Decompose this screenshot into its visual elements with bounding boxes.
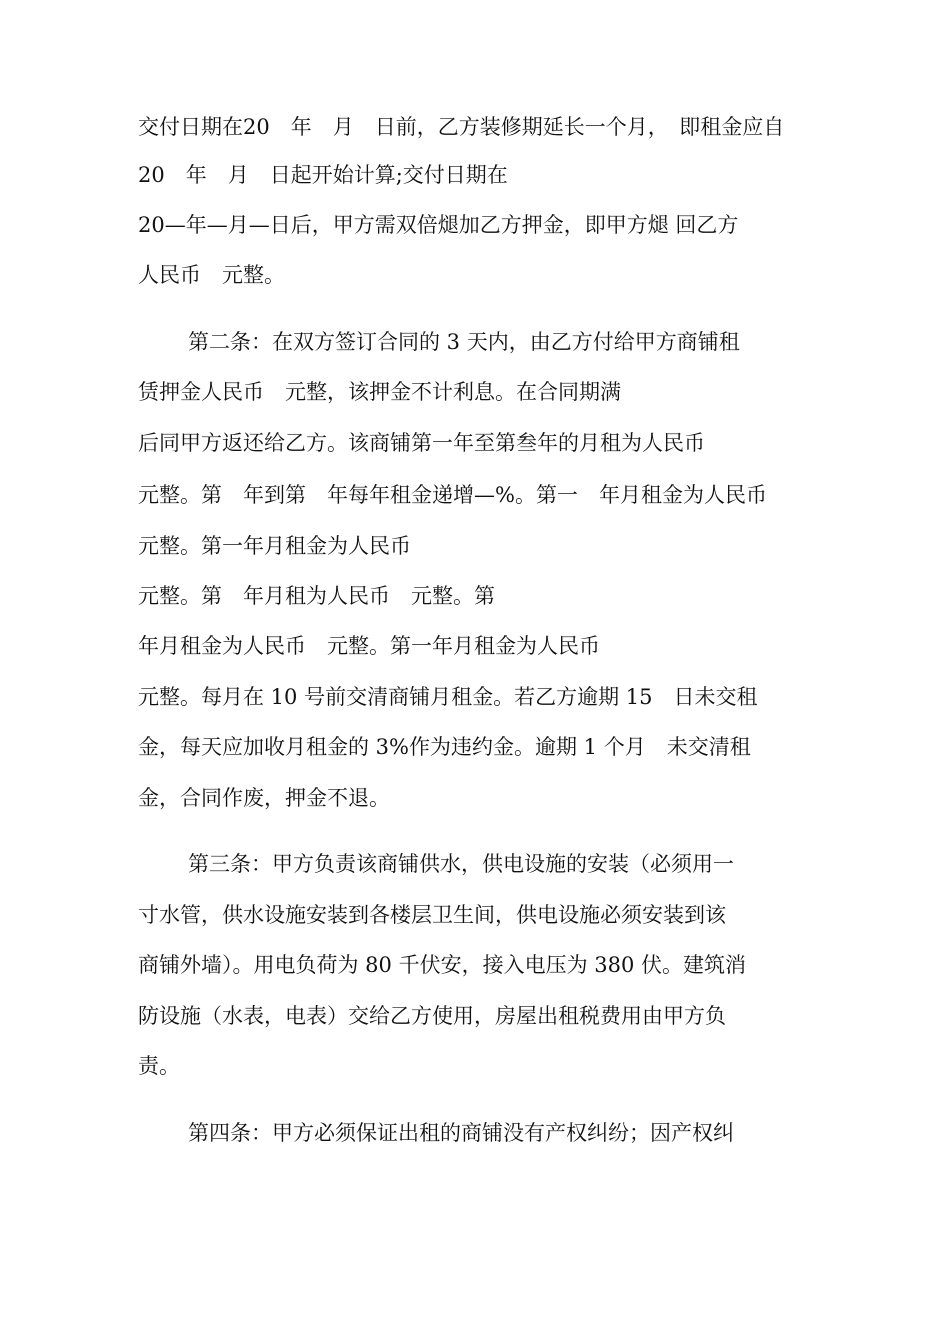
paragraph-start-article-4: 第四条：甲方必须保证出租的商铺没有产权纠纷；因产权纠 (188, 1121, 734, 1145)
text-line: 交付日期在20 年 月 日前，乙方装修期延长一个月， 即租金应自 (138, 115, 785, 139)
text-line: 元整。每月在 10 号前交清商铺月租金。若乙方逾期 15 日未交租 (138, 685, 758, 709)
text-line: 寸水管，供水设施安装到各楼层卫生间，供电设施必须安装到该 (138, 903, 726, 927)
text-line: 金，合同作废，押金不退。 (138, 786, 390, 810)
text-line: 元整。第 年月租为人民币 元整。第 (138, 584, 495, 608)
text-line: 防设施（水表，电表）交给乙方使用，房屋出租税费用由甲方负 (138, 1004, 726, 1028)
text-line: 人民币 元整。 (138, 263, 285, 287)
text-line: 元整。第 年到第 年每年租金递增—%。第一 年月租金为人民币 (138, 483, 767, 507)
text-line: 赁押金人民币 元整，该押金不计利息。在合同期满 (138, 380, 621, 404)
text-line: 20 年 月 日起开始计算;交付日期在 (138, 163, 508, 187)
text-line: 商铺外墙）。用电负荷为 80 千伏安，接入电压为 380 伏。建筑消 (138, 953, 747, 977)
text-line: 20—年—月—日后，甲方需双倍煺加乙方押金，即甲方煺 回乙方 (138, 213, 739, 237)
text-line: 年月租金为人民币 元整。第一年月租金为人民币 (138, 634, 600, 658)
paragraph-start-article-3: 第三条：甲方负责该商铺供水，供电设施的安装（必须用一 (188, 852, 734, 876)
paragraph-start-article-2: 第二条：在双方签订合同的 3 天内，由乙方付给甲方商铺租 (188, 330, 740, 354)
text-line: 元整。第一年月租金为人民币 (138, 534, 411, 558)
text-line: 后同甲方返还给乙方。该商铺第一年至第叁年的月租为人民币 (138, 431, 705, 455)
text-line: 责。 (138, 1054, 180, 1078)
text-line: 金，每天应加收月租金的 3%作为违约金。逾期 1 个月 未交清租 (138, 735, 751, 759)
